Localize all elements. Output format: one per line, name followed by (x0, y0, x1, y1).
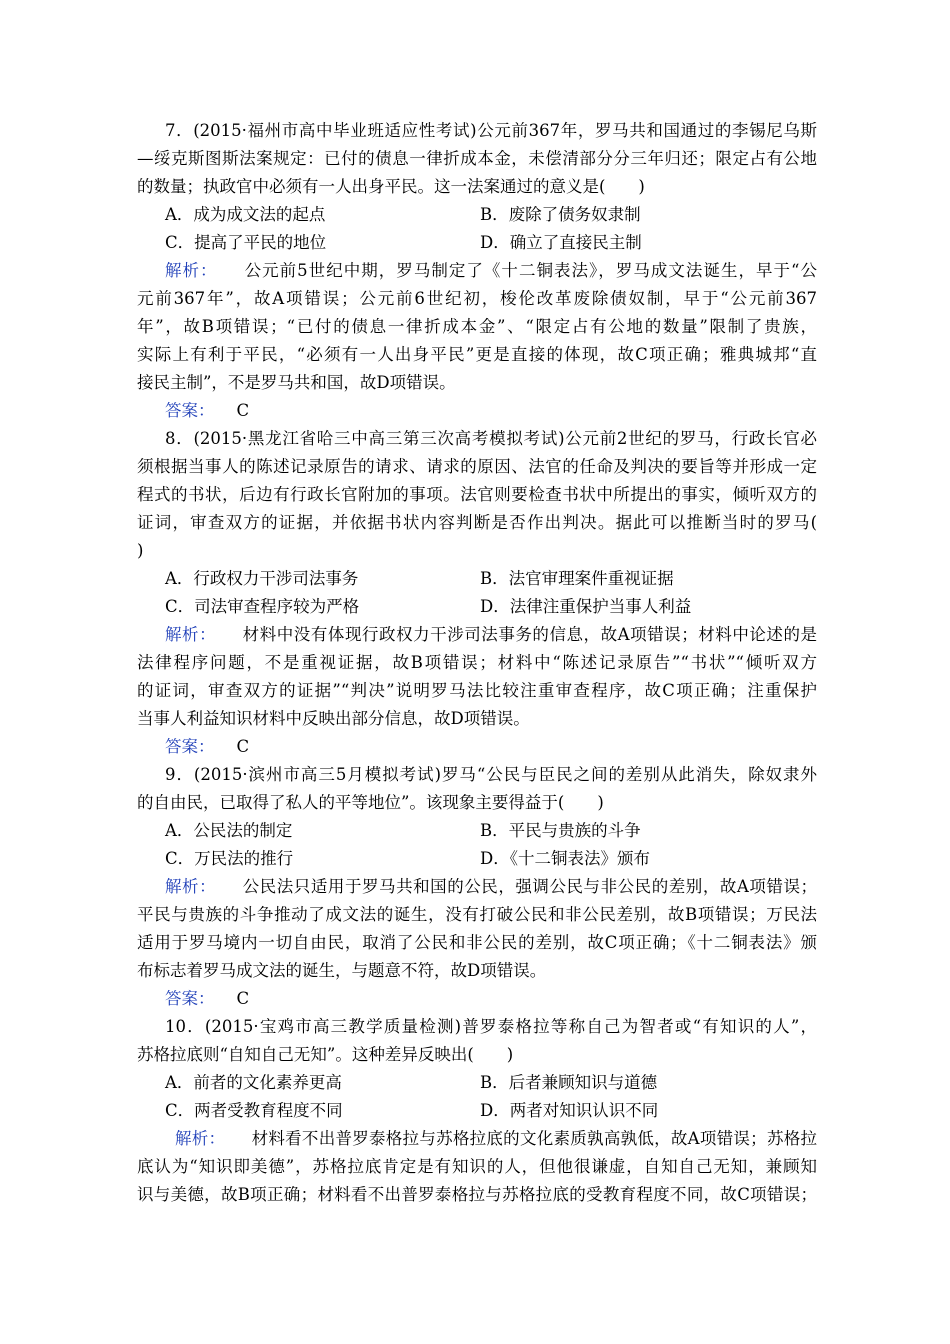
question-10-option-d: D．两者对知识认识不同 (480, 1101, 659, 1120)
question-7-line-3: 的数量；执政官中必须有一人出身平民。这一法案通过的意义是( ) (137, 177, 645, 196)
question-9-option-a: A．公民法的制定 (165, 821, 293, 840)
analysis-label: 解析： (165, 877, 217, 896)
question-9-analysis-line-3: 适用于罗马境内一切自由民，取消了公民和非公民的差别，故C项正确；《十二铜表法》颁 (137, 933, 817, 952)
analysis-label: 解析： (165, 261, 218, 280)
question-10-option-c: C．两者受教育程度不同 (165, 1101, 343, 1120)
question-9-analysis-line-2: 平民与贵族的斗争推动了成文法的诞生，没有打破公民和非公民差别，故B项错误；万民法 (137, 905, 817, 924)
question-9-line-2: 的自由民，已取得了私人的平等地位”。该现象主要得益于( ) (137, 793, 604, 812)
question-9-analysis-line-1 (165, 876, 817, 898)
analysis-text: 公元前5世纪中期，罗马制定了《十二铜表法》，罗马成文法诞生，早于“公 (243, 261, 818, 280)
question-7-option-c: C．提高了平民的地位 (165, 233, 327, 252)
question-7-line-2: —绥克斯图斯法案规定：已付的债息一律折成本金，未偿清部分分三年归还；限定占有公地 (137, 149, 817, 168)
question-8-option-c: C．司法审查程序较为严格 (165, 597, 360, 616)
question-8-answer (165, 736, 817, 758)
question-8-line-2: 须根据当事人的陈述记录原告的请求、请求的原因、法官的任命及判决的要旨等并形成一定 (137, 457, 817, 476)
question-7-analysis-line-2: 元前367年”，故A项错误；公元前6世纪初，梭伦改革废除债奴制，早于“公元前367 (137, 289, 817, 308)
question-10-analysis-line-1 (175, 1128, 817, 1150)
question-9-analysis-line-4: 布标志着罗马成文法的诞生，与题意不符，故D项错误。 (137, 961, 547, 980)
question-7-option-b: B．废除了债务奴隶制 (480, 205, 641, 224)
question-8-analysis-line-3: 的证词，审查双方的证据”“判决”说明罗马法比较注重审查程序，故C项正确；注重保护 (137, 681, 817, 700)
question-7-option-d: D．确立了直接民主制 (480, 233, 642, 252)
question-10-analysis-line-2: 底认为“知识即美德”，苏格拉底肯定是有知识的人，但他很谦虚，自知自己无知，兼顾知 (137, 1157, 817, 1176)
question-10-line-1: 10．(2015·宝鸡市高三教学质量检测)普罗泰格拉等称自己为智者或“有知识的人”， (165, 1017, 817, 1036)
question-8-line-5: ) (137, 541, 144, 560)
analysis-label: 解析： (165, 625, 217, 644)
question-8-line-1: 8．(2015·黑龙江省哈三中高三第三次高考模拟考试)公元前2世纪的罗马，行政长官必 (165, 429, 817, 448)
question-7-analysis-line-5: 接民主制”，不是罗马共和国，故D项错误。 (137, 373, 456, 392)
question-9-option-b: B．平民与贵族的斗争 (480, 821, 641, 840)
analysis-text: 材料中没有体现行政权力干涉司法事务的信息，故A项错误；材料中论述的是 (242, 625, 818, 644)
question-7-line-1: 7．(2015·福州市高中毕业班适应性考试)公元前367年，罗马共和国通过的李锡尼乌斯 (165, 121, 817, 140)
question-9-answer (165, 988, 817, 1010)
answer-value: C (236, 401, 250, 420)
analysis-text: 公民法只适用于罗马共和国的公民，强调公民与非公民的差别，故A项错误； (242, 877, 818, 896)
question-7-analysis-line-4: 实际上有利于平民，“必须有一人出身平民”更是直接的体现，故C项正确；雅典城邦“直 (137, 345, 817, 364)
question-10-line-2: 苏格拉底则“自知自己无知”。这种差异反映出( ) (137, 1045, 514, 1064)
question-8-option-a: A．行政权力干涉司法事务 (165, 569, 359, 588)
question-8-line-4: 证词，审查双方的证据，并依据书状内容判断是否作出判决。据此可以推断当时的罗马( (137, 513, 817, 532)
question-8-option-b: B．法官审理案件重视证据 (480, 569, 674, 588)
answer-value: C (236, 737, 250, 756)
answer-label: 答案： (165, 401, 215, 420)
question-7-option-a: A．成为成文法的起点 (165, 205, 326, 224)
question-9-option-c: C．万民法的推行 (165, 849, 294, 868)
question-7-answer (165, 400, 817, 422)
question-8-line-3: 程式的书状，后边有行政长官附加的事项。法官则要检查书状中所提出的事实，倾听双方的 (137, 485, 817, 504)
question-10-analysis-line-3: 识与美德，故B项正确；材料看不出普罗泰格拉与苏格拉底的受教育程度不同，故C项错误； (137, 1185, 817, 1204)
answer-label: 答案： (165, 737, 215, 756)
question-10-option-b: B．后者兼顾知识与道德 (480, 1073, 658, 1092)
answer-value: C (236, 989, 250, 1008)
question-9-option-d: D．《十二铜表法》颁布 (480, 849, 650, 868)
question-8-analysis-line-2: 法律程序问题，不是重视证据，故B项错误；材料中“陈述记录原告”“书状”“倾听双方 (137, 653, 817, 672)
question-8-analysis-line-4: 当事人利益知识材料中反映出部分信息，故D项错误。 (137, 709, 530, 728)
question-9-line-1: 9．(2015·滨州市高三5月模拟考试)罗马“公民与臣民之间的差别从此消失，除奴隶外 (165, 765, 817, 784)
analysis-label: 解析： (175, 1129, 226, 1148)
analysis-text: 材料看不出普罗泰格拉与苏格拉底的文化素质孰高孰低，故A项错误；苏格拉 (251, 1129, 818, 1148)
question-8-analysis-line-1 (165, 624, 817, 646)
question-7-analysis-line-3: 年”，故B项错误；“已付的债息一律折成本金”、“限定占有公地的数量”限制了贵族， (137, 317, 817, 336)
question-10-option-a: A．前者的文化素养更高 (165, 1073, 342, 1092)
question-7-analysis-line-1 (165, 260, 817, 282)
question-8-option-d: D．法律注重保护当事人利益 (480, 597, 692, 616)
answer-label: 答案： (165, 989, 215, 1008)
